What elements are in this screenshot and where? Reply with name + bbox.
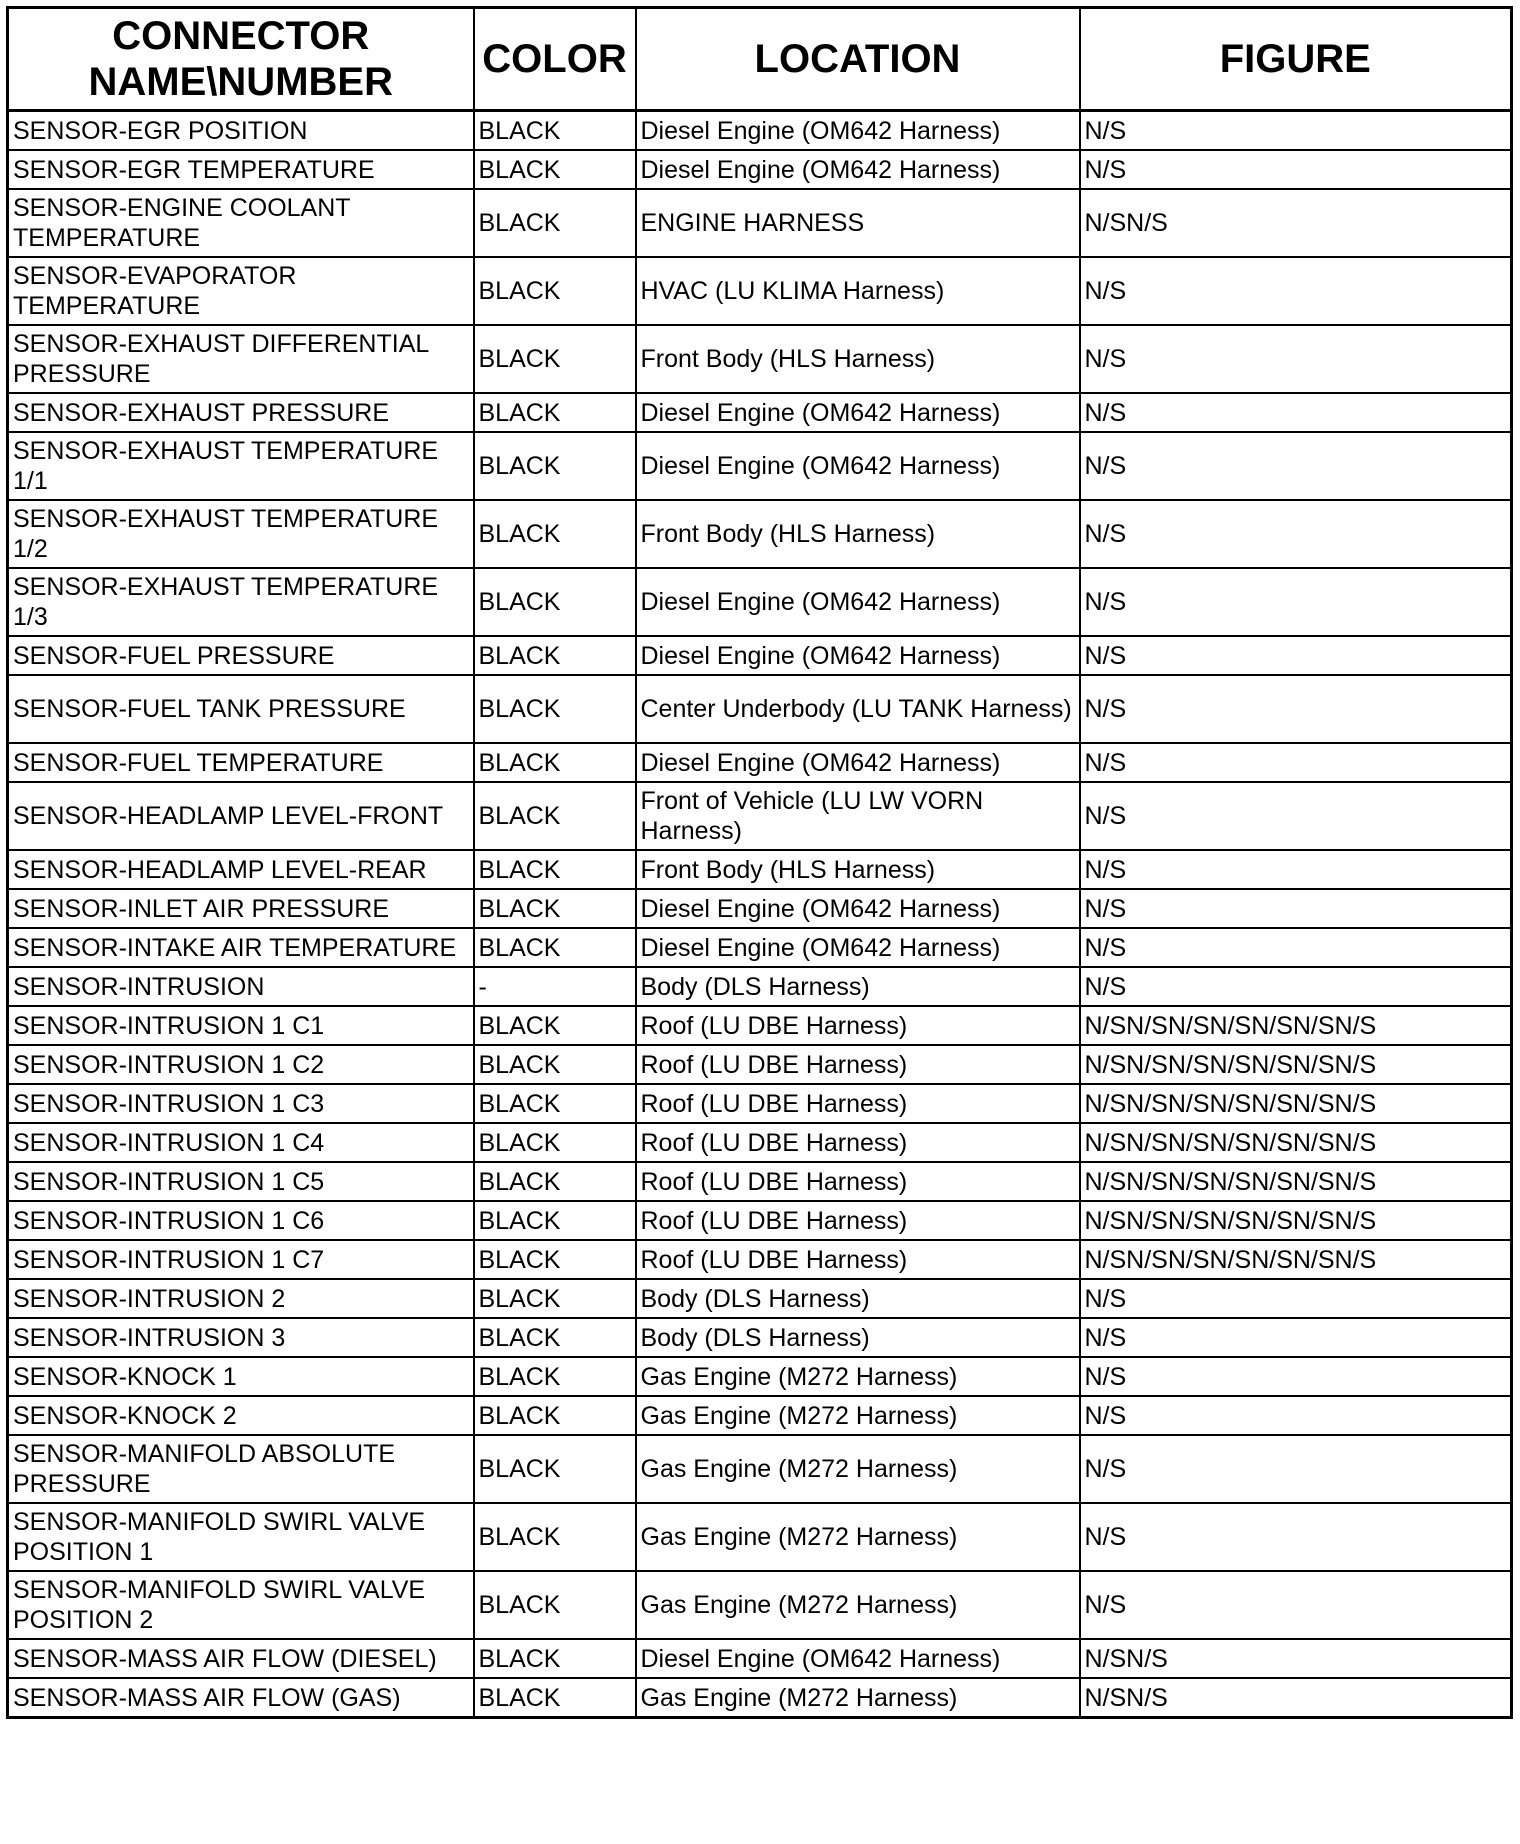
cell-color: BLACK: [474, 1318, 636, 1357]
cell-location: Front Body (HLS Harness): [636, 850, 1080, 889]
cell-connector-name: SENSOR-FUEL TEMPERATURE: [8, 743, 474, 782]
cell-color: BLACK: [474, 1571, 636, 1639]
cell-location: Diesel Engine (OM642 Harness): [636, 568, 1080, 636]
cell-figure: N/S: [1080, 636, 1512, 675]
header-location: LOCATION: [636, 8, 1080, 111]
header-connector-name: CONNECTOR NAME\NUMBER: [8, 8, 474, 111]
table-row: [8, 850, 1512, 889]
cell-connector-name: SENSOR-MANIFOLD ABSOLUTE PRESSURE: [8, 1435, 474, 1503]
table-row: [8, 1045, 1512, 1084]
cell-figure: N/S: [1080, 1396, 1512, 1435]
cell-figure: N/S: [1080, 393, 1512, 432]
cell-figure: N/S: [1080, 967, 1512, 1006]
table-row: [8, 1318, 1512, 1357]
table-row: [8, 393, 1512, 432]
cell-color: BLACK: [474, 1084, 636, 1123]
cell-figure: N/S: [1080, 1357, 1512, 1396]
table-row: [8, 189, 1512, 257]
cell-color: BLACK: [474, 782, 636, 850]
cell-figure: N/SN/S: [1080, 1678, 1512, 1718]
cell-connector-name: SENSOR-EXHAUST TEMPERATURE 1/3: [8, 568, 474, 636]
cell-location: Diesel Engine (OM642 Harness): [636, 111, 1080, 151]
cell-color: BLACK: [474, 1435, 636, 1503]
cell-connector-name: SENSOR-HEADLAMP LEVEL-FRONT: [8, 782, 474, 850]
table-row: [8, 1162, 1512, 1201]
cell-color: BLACK: [474, 1240, 636, 1279]
cell-connector-name: SENSOR-KNOCK 2: [8, 1396, 474, 1435]
cell-connector-name: SENSOR-EGR TEMPERATURE: [8, 150, 474, 189]
cell-color: BLACK: [474, 928, 636, 967]
cell-figure: N/SN/S: [1080, 1639, 1512, 1678]
cell-connector-name: SENSOR-INTRUSION 1 C7: [8, 1240, 474, 1279]
table-row: [8, 1006, 1512, 1045]
cell-connector-name: SENSOR-INTRUSION: [8, 967, 474, 1006]
cell-figure: N/S: [1080, 889, 1512, 928]
table-row: [8, 150, 1512, 189]
cell-color: BLACK: [474, 889, 636, 928]
cell-connector-name: SENSOR-EXHAUST PRESSURE: [8, 393, 474, 432]
cell-connector-name: SENSOR-MASS AIR FLOW (GAS): [8, 1678, 474, 1718]
cell-connector-name: SENSOR-INTRUSION 1 C2: [8, 1045, 474, 1084]
table-row: [8, 500, 1512, 568]
cell-location: Roof (LU DBE Harness): [636, 1123, 1080, 1162]
cell-color: BLACK: [474, 850, 636, 889]
table-row: [8, 325, 1512, 393]
cell-figure: N/S: [1080, 675, 1512, 743]
connector-table-page: [6, 6, 1510, 1719]
table-row: [8, 743, 1512, 782]
cell-location: Diesel Engine (OM642 Harness): [636, 889, 1080, 928]
table-row: [8, 1503, 1512, 1571]
cell-location: Front Body (HLS Harness): [636, 325, 1080, 393]
table-row: [8, 636, 1512, 675]
cell-connector-name: SENSOR-INTRUSION 1 C4: [8, 1123, 474, 1162]
cell-location: Diesel Engine (OM642 Harness): [636, 928, 1080, 967]
cell-connector-name: SENSOR-INTRUSION 2: [8, 1279, 474, 1318]
cell-connector-name: SENSOR-INTRUSION 1 C6: [8, 1201, 474, 1240]
cell-location: Diesel Engine (OM642 Harness): [636, 432, 1080, 500]
table-row: [8, 1678, 1512, 1718]
cell-figure: N/S: [1080, 1571, 1512, 1639]
cell-location: Gas Engine (M272 Harness): [636, 1435, 1080, 1503]
cell-location: Diesel Engine (OM642 Harness): [636, 636, 1080, 675]
cell-connector-name: SENSOR-MANIFOLD SWIRL VALVE POSITION 1: [8, 1503, 474, 1571]
cell-connector-name: SENSOR-EXHAUST TEMPERATURE 1/1: [8, 432, 474, 500]
cell-color: BLACK: [474, 325, 636, 393]
table-row: [8, 782, 1512, 850]
cell-figure: N/SN/S: [1080, 189, 1512, 257]
cell-figure: N/S: [1080, 325, 1512, 393]
cell-color: BLACK: [474, 1201, 636, 1240]
cell-location: Front of Vehicle (LU LW VORN Harness): [636, 782, 1080, 850]
table-row: [8, 1279, 1512, 1318]
cell-location: Roof (LU DBE Harness): [636, 1045, 1080, 1084]
cell-connector-name: SENSOR-FUEL TANK PRESSURE: [8, 675, 474, 743]
cell-location: Diesel Engine (OM642 Harness): [636, 743, 1080, 782]
cell-color: BLACK: [474, 1639, 636, 1678]
table-row: [8, 889, 1512, 928]
cell-connector-name: SENSOR-EGR POSITION: [8, 111, 474, 151]
cell-figure: N/SN/SN/SN/SN/SN/SN/S: [1080, 1240, 1512, 1279]
cell-location: Gas Engine (M272 Harness): [636, 1571, 1080, 1639]
cell-color: BLACK: [474, 150, 636, 189]
table-row: [8, 967, 1512, 1006]
table-row: [8, 1435, 1512, 1503]
table-row: [8, 1084, 1512, 1123]
cell-location: Front Body (HLS Harness): [636, 500, 1080, 568]
cell-connector-name: SENSOR-INTRUSION 3: [8, 1318, 474, 1357]
cell-location: Roof (LU DBE Harness): [636, 1240, 1080, 1279]
cell-color: BLACK: [474, 636, 636, 675]
cell-connector-name: SENSOR-INTRUSION 1 C1: [8, 1006, 474, 1045]
header-figure: FIGURE: [1080, 8, 1512, 111]
cell-figure: N/S: [1080, 1279, 1512, 1318]
table-body: [8, 111, 1512, 1718]
cell-location: Body (DLS Harness): [636, 1279, 1080, 1318]
cell-figure: N/S: [1080, 432, 1512, 500]
cell-figure: N/SN/SN/SN/SN/SN/SN/S: [1080, 1045, 1512, 1084]
cell-connector-name: SENSOR-KNOCK 1: [8, 1357, 474, 1396]
cell-connector-name: SENSOR-HEADLAMP LEVEL-REAR: [8, 850, 474, 889]
cell-figure: N/S: [1080, 568, 1512, 636]
cell-connector-name: SENSOR-MANIFOLD SWIRL VALVE POSITION 2: [8, 1571, 474, 1639]
cell-connector-name: SENSOR-INLET AIR PRESSURE: [8, 889, 474, 928]
header-color: COLOR: [474, 8, 636, 111]
cell-figure: N/S: [1080, 1435, 1512, 1503]
table-row: [8, 432, 1512, 500]
cell-figure: N/S: [1080, 500, 1512, 568]
cell-connector-name: SENSOR-INTRUSION 1 C5: [8, 1162, 474, 1201]
cell-location: Gas Engine (M272 Harness): [636, 1396, 1080, 1435]
cell-color: BLACK: [474, 393, 636, 432]
table-header: [8, 8, 1512, 111]
cell-location: Body (DLS Harness): [636, 1318, 1080, 1357]
cell-figure: N/S: [1080, 111, 1512, 151]
cell-figure: N/SN/SN/SN/SN/SN/SN/S: [1080, 1201, 1512, 1240]
cell-figure: N/S: [1080, 928, 1512, 967]
table-row: [8, 1123, 1512, 1162]
table-row: [8, 1571, 1512, 1639]
cell-location: ENGINE HARNESS: [636, 189, 1080, 257]
cell-color: BLACK: [474, 675, 636, 743]
cell-color: BLACK: [474, 432, 636, 500]
table-row: [8, 1639, 1512, 1678]
cell-color: -: [474, 967, 636, 1006]
cell-connector-name: SENSOR-INTAKE AIR TEMPERATURE: [8, 928, 474, 967]
cell-color: BLACK: [474, 189, 636, 257]
cell-location: Roof (LU DBE Harness): [636, 1006, 1080, 1045]
cell-location: Roof (LU DBE Harness): [636, 1084, 1080, 1123]
cell-location: Roof (LU DBE Harness): [636, 1201, 1080, 1240]
cell-color: BLACK: [474, 1396, 636, 1435]
table-row: [8, 1201, 1512, 1240]
cell-location: HVAC (LU KLIMA Harness): [636, 257, 1080, 325]
cell-location: Diesel Engine (OM642 Harness): [636, 393, 1080, 432]
cell-figure: N/S: [1080, 1318, 1512, 1357]
cell-color: BLACK: [474, 1162, 636, 1201]
table-row: [8, 1240, 1512, 1279]
cell-color: BLACK: [474, 1123, 636, 1162]
cell-figure: N/S: [1080, 1503, 1512, 1571]
connector-table: [6, 6, 1513, 1719]
table-row: [8, 928, 1512, 967]
cell-color: BLACK: [474, 1503, 636, 1571]
table-row: [8, 1357, 1512, 1396]
cell-color: BLACK: [474, 743, 636, 782]
cell-color: BLACK: [474, 111, 636, 151]
cell-figure: N/SN/SN/SN/SN/SN/SN/S: [1080, 1123, 1512, 1162]
cell-connector-name: SENSOR-FUEL PRESSURE: [8, 636, 474, 675]
cell-location: Center Underbody (LU TANK Harness): [636, 675, 1080, 743]
cell-figure: N/SN/SN/SN/SN/SN/SN/S: [1080, 1006, 1512, 1045]
cell-connector-name: SENSOR-INTRUSION 1 C3: [8, 1084, 474, 1123]
cell-connector-name: SENSOR-EXHAUST DIFFERENTIAL PRESSURE: [8, 325, 474, 393]
cell-color: BLACK: [474, 500, 636, 568]
cell-figure: N/S: [1080, 257, 1512, 325]
cell-location: Gas Engine (M272 Harness): [636, 1503, 1080, 1571]
cell-figure: N/S: [1080, 743, 1512, 782]
cell-location: Diesel Engine (OM642 Harness): [636, 1639, 1080, 1678]
cell-figure: N/S: [1080, 850, 1512, 889]
cell-color: BLACK: [474, 568, 636, 636]
cell-figure: N/S: [1080, 782, 1512, 850]
cell-location: Gas Engine (M272 Harness): [636, 1678, 1080, 1718]
cell-color: BLACK: [474, 257, 636, 325]
cell-figure: N/S: [1080, 150, 1512, 189]
cell-color: BLACK: [474, 1678, 636, 1718]
cell-color: BLACK: [474, 1045, 636, 1084]
table-row: [8, 568, 1512, 636]
table-row: [8, 257, 1512, 325]
cell-color: BLACK: [474, 1357, 636, 1396]
cell-location: Body (DLS Harness): [636, 967, 1080, 1006]
cell-location: Roof (LU DBE Harness): [636, 1162, 1080, 1201]
cell-connector-name: SENSOR-MASS AIR FLOW (DIESEL): [8, 1639, 474, 1678]
cell-connector-name: SENSOR-EVAPORATOR TEMPERATURE: [8, 257, 474, 325]
cell-figure: N/SN/SN/SN/SN/SN/SN/S: [1080, 1084, 1512, 1123]
header-row: [8, 8, 1512, 111]
table-row: [8, 1396, 1512, 1435]
cell-color: BLACK: [474, 1006, 636, 1045]
cell-connector-name: SENSOR-ENGINE COOLANT TEMPERATURE: [8, 189, 474, 257]
table-row: [8, 675, 1512, 743]
table-row: [8, 111, 1512, 151]
cell-location: Gas Engine (M272 Harness): [636, 1357, 1080, 1396]
cell-color: BLACK: [474, 1279, 636, 1318]
cell-figure: N/SN/SN/SN/SN/SN/SN/S: [1080, 1162, 1512, 1201]
cell-location: Diesel Engine (OM642 Harness): [636, 150, 1080, 189]
cell-connector-name: SENSOR-EXHAUST TEMPERATURE 1/2: [8, 500, 474, 568]
